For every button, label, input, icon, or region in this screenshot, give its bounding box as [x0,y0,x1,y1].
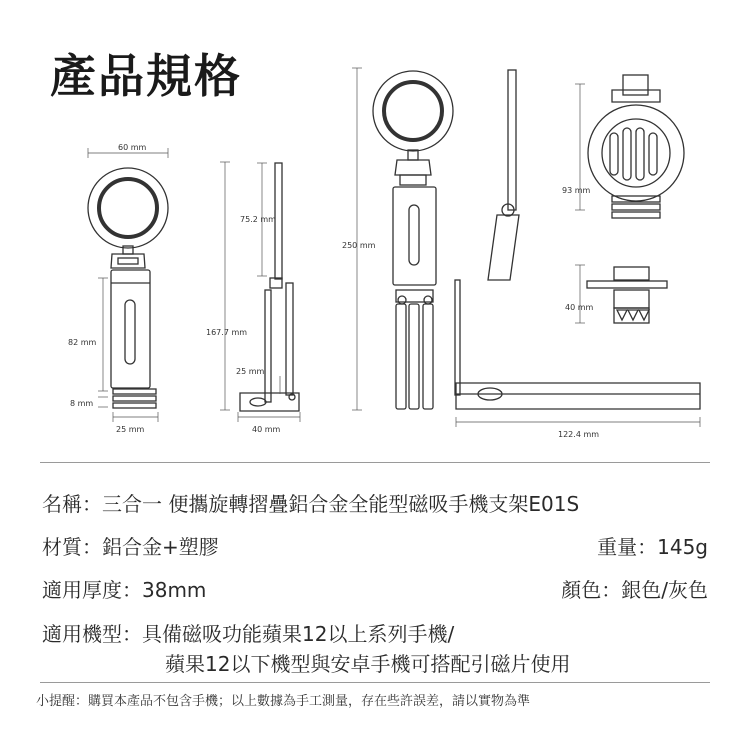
dim-front-height: 82 mm [68,338,97,347]
spec-weight: 重量：145g [597,535,708,559]
dim-arm-length: 75.2 mm [240,215,276,224]
dim-front-width: 60 mm [118,143,147,152]
spec-row-thickness [42,574,708,603]
folded-view-drawing [588,75,684,218]
dim-extended-depth: 122.4 mm [558,430,600,439]
spec-models-line1: 適用機型：具備磁吸功能蘋果12以上系列手機/ [42,622,455,646]
dim-base-width: 25 mm [116,425,145,434]
note-text: 小提醒：購買本產品不包含手機；以上數據為手工測量，存在些許誤差，請以實物為準 [36,694,531,709]
spec-models-line2: 蘋果12以下機型與安卓手機可搭配引磁片使用 [165,652,571,676]
dim-base-height: 8 mm [70,399,94,408]
front-view-drawing [88,168,168,408]
spec-material: 材質：鋁合金+塑膠 [42,535,219,559]
dim-folded-thickness: 40 mm [565,303,594,312]
spec-row-material [42,531,708,560]
dim-max-height: 250 mm [342,241,376,250]
extended-front-drawing [373,71,453,409]
dim-side-base: 40 mm [252,425,281,434]
extended-side-drawing [455,70,700,409]
divider [40,682,710,683]
folded-side-drawing [587,267,667,323]
dim-side-height: 167.7 mm [206,328,248,337]
spec-thickness: 適用厚度：38mm [42,578,207,602]
spec-color: 顏色：銀色/灰色 [561,578,708,602]
dim-side-inner: 25 mm [236,367,265,376]
page-title: 產品規格 [50,49,242,103]
spec-name: 名稱：三合一 便攜旋轉摺疊鋁合金全能型磁吸手機支架E01S [42,492,580,516]
divider [40,462,710,463]
dim-folded-height: 93 mm [562,186,591,195]
